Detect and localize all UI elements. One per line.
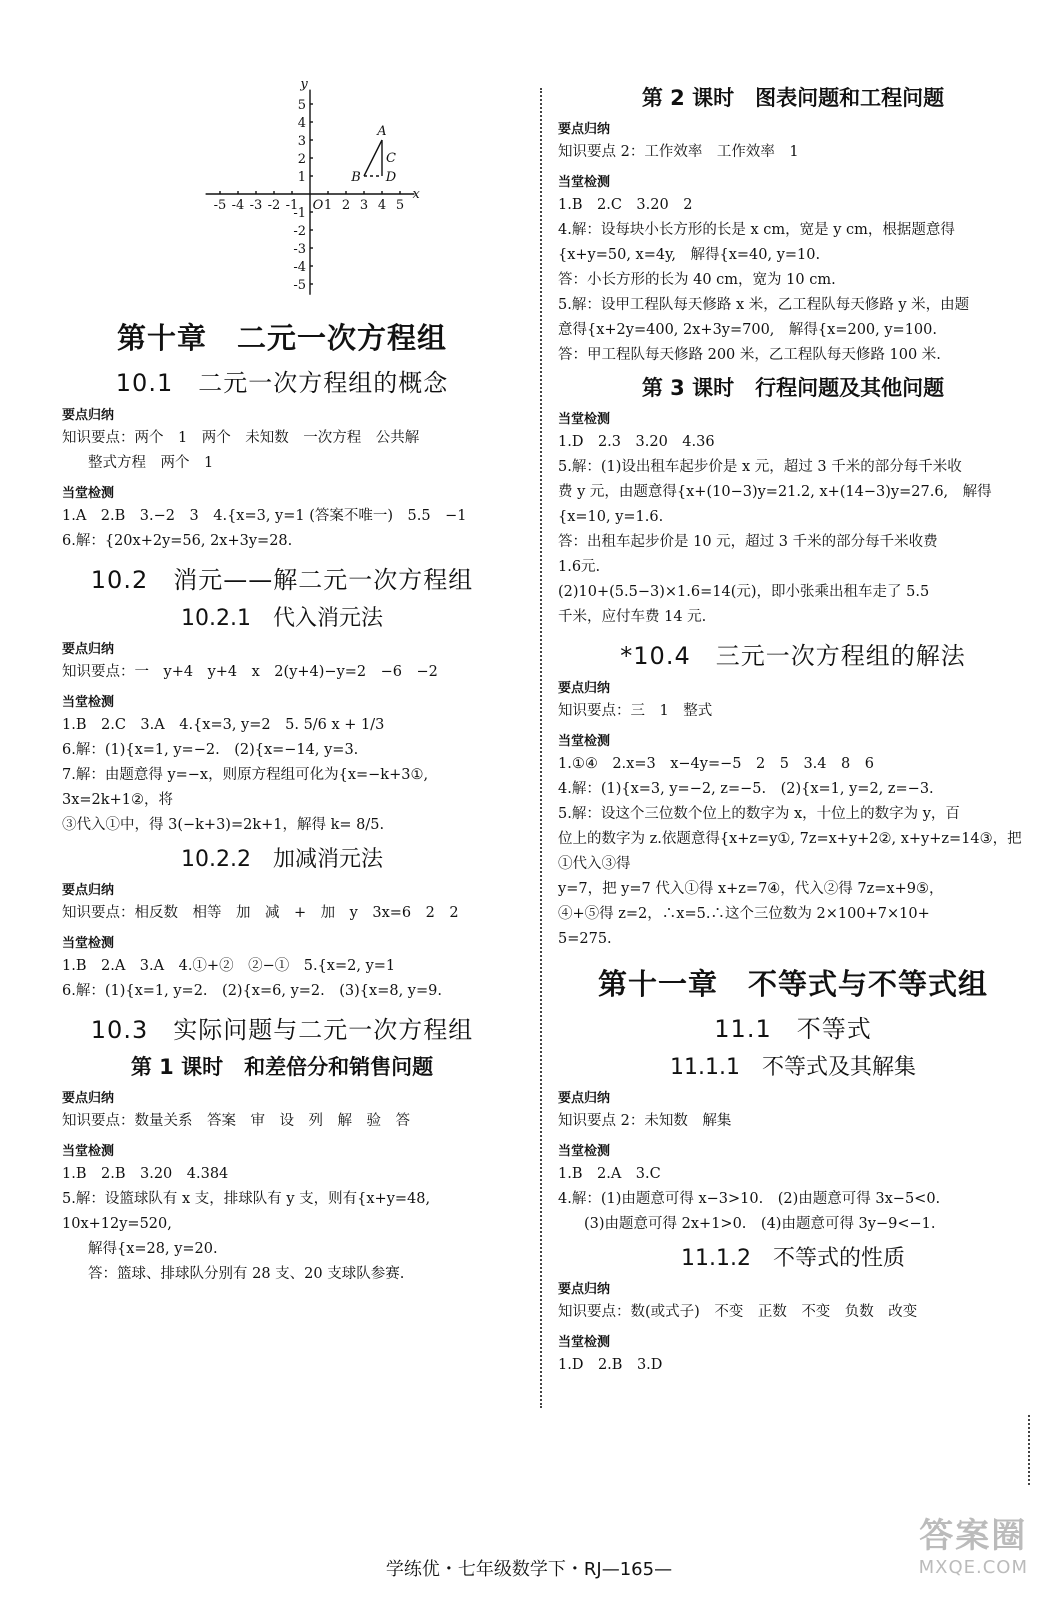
answer-line: y=7，把 y=7 代入①得 x+z=7④，代入②得 7z=x+9⑤， bbox=[558, 881, 944, 897]
x-tick-label: -3 bbox=[249, 198, 263, 213]
coordinate-plane bbox=[190, 76, 420, 304]
answer-line: (3)由题意可得 2x+1>0. (4)由题意可得 3y−9<−1. bbox=[584, 1216, 936, 1232]
y-tick-label: -5 bbox=[293, 278, 306, 293]
answer-line: 5=275. bbox=[558, 931, 612, 947]
lesson-3-title: 第 3 课时 行程问题及其他问题 bbox=[641, 376, 945, 400]
coordinate-graph bbox=[62, 78, 502, 306]
point-d-label: D bbox=[385, 170, 397, 185]
label-check: 当堂检测 bbox=[558, 1335, 611, 1350]
y-tick-label: 3 bbox=[297, 134, 306, 149]
answer-line: 7.解：由题意得 y=−x，则原方程组可化为{x=−k+3①, 3x=2k+1②，将 bbox=[62, 767, 433, 808]
column-divider bbox=[540, 88, 542, 1408]
label-key-points: 要点归纳 bbox=[62, 408, 115, 423]
x-tick-label: -5 bbox=[213, 198, 227, 213]
y-tick-label: -4 bbox=[293, 260, 306, 275]
y-tick-label: 5 bbox=[297, 98, 306, 113]
section-11-1-title: 11.1 不等式 bbox=[714, 1015, 872, 1043]
chapter-10-title: 第十章 二元一次方程组 bbox=[116, 321, 447, 355]
watermark-logo bbox=[919, 1508, 1028, 1578]
answer-line: 知识要点：数量关系 答案 审 设 列 解 验 答 bbox=[62, 1113, 410, 1129]
answer-line: 知识要点：相反数 相等 加 减 + 加 y 3x=6 2 2 bbox=[62, 905, 459, 921]
label-check: 当堂检测 bbox=[558, 412, 611, 427]
answer-line: 答：小长方形的长为 40 cm，宽为 10 cm. bbox=[558, 272, 836, 288]
label-check: 当堂检测 bbox=[62, 936, 115, 951]
label-key-points: 要点归纳 bbox=[558, 122, 611, 137]
answer-line: ④+⑤得 z=2，∴x=5.∴这个三位数为 2×100+7×10+ bbox=[558, 906, 930, 922]
segment-ab bbox=[364, 140, 382, 176]
x-tick-label: 5 bbox=[395, 198, 405, 213]
left-column bbox=[62, 78, 502, 1287]
page-footer: 学练优・七年级数学下・RJ—165— bbox=[385, 1559, 673, 1580]
answer-line: 费 y 元，由题意得{x+(10−3)y=21.2, x+(14−3)y=27.6, 解得{x=10, y=1.6. bbox=[558, 484, 992, 525]
answer-line: 答：篮球、排球队分别有 28 支、20 支球队参赛. bbox=[88, 1266, 405, 1282]
answer-line: 5.解：设这个三位数个位上的数字为 x，十位上的数字为 y，百 bbox=[558, 806, 960, 822]
section-11-1-1-title: 11.1.1 不等式及其解集 bbox=[670, 1055, 916, 1080]
section-10-3-title: 10.3 实际问题与二元一次方程组 bbox=[90, 1016, 474, 1044]
section-11-1-2-title: 11.1.2 不等式的性质 bbox=[681, 1246, 905, 1271]
label-check: 当堂检测 bbox=[558, 734, 611, 749]
y-tick-label: 4 bbox=[297, 116, 306, 131]
label-check: 当堂检测 bbox=[62, 486, 115, 501]
answer-line: 整式方程 两个 1 bbox=[88, 455, 214, 471]
lesson-1-title: 第 1 课时 和差倍分和销售问题 bbox=[130, 1055, 434, 1079]
x-axis-label: x bbox=[412, 187, 420, 202]
x-tick-label: -2 bbox=[267, 198, 281, 213]
y-axis-label: y bbox=[300, 76, 308, 92]
answer-line: 意得{x+2y=400, 2x+3y=700, 解得{x=200, y=100. bbox=[558, 322, 937, 338]
point-b-label: B bbox=[351, 170, 361, 185]
y-tick-label: -3 bbox=[293, 242, 306, 257]
label-check: 当堂检测 bbox=[558, 1144, 611, 1159]
label-check: 当堂检测 bbox=[62, 1144, 115, 1159]
x-tick-label: 4 bbox=[377, 198, 387, 213]
answer-line: 6.解：(1){x=1, y=−2. (2){x=−14, y=3. bbox=[62, 742, 359, 758]
answer-line: 5.解：设篮球队有 x 支，排球队有 y 支，则有{x+y=48, 10x+12y=520, bbox=[62, 1191, 435, 1232]
answer-line: 5.解：设甲工程队每天修路 x 米，乙工程队每天修路 y 米，由题 bbox=[558, 297, 970, 313]
answer-line: 4.解：(1)由题意可得 x−3>10. (2)由题意可得 3x−5<0. bbox=[558, 1191, 941, 1207]
answer-line: 4.解：设每块小长方形的长是 x cm，宽是 y cm，根据题意得 bbox=[558, 222, 955, 238]
answer-line: 知识要点：两个 1 两个 未知数 一次方程 公共解 bbox=[62, 430, 420, 446]
watermark-url: MXQE.COM bbox=[918, 1557, 1028, 1578]
right-column bbox=[558, 78, 1028, 1378]
point-c-label: C bbox=[386, 151, 396, 166]
point-a-label: A bbox=[377, 124, 387, 139]
origin-label: O bbox=[312, 198, 324, 213]
x-tick-label: 1 bbox=[323, 198, 333, 213]
section-10-2-2-title: 10.2.2 加减消元法 bbox=[181, 847, 383, 872]
answer-line: 知识要点：三 1 整式 bbox=[558, 703, 713, 719]
y-tick-label: -2 bbox=[293, 224, 306, 239]
watermark-text: 答案圈 bbox=[919, 1516, 1028, 1556]
answer-line: 6.解：(1){x=1, y=2. (2){x=6, y=2. (3){x=8, y=9. bbox=[62, 983, 442, 999]
answer-line: 5.解：(1)设出租车起步价是 x 元，超过 3 千米的部分每千米收 bbox=[558, 459, 962, 475]
answer-line: 1.6元. bbox=[558, 559, 601, 575]
answer-line: 1.①④ 2.x=3 x−4y=−5 2 5 3.4 8 6 bbox=[558, 756, 874, 772]
answer-line: (2)10+(5.5−3)×1.6=14(元)，即小张乘出租车走了 5.5 bbox=[558, 584, 930, 600]
y-tick-label: -1 bbox=[293, 206, 306, 221]
lesson-2-title: 第 2 课时 图表问题和工程问题 bbox=[641, 86, 945, 110]
answer-line: 1.B 2.C 3.20 2 bbox=[558, 197, 693, 213]
x-tick-label: -4 bbox=[231, 198, 245, 213]
label-key-points: 要点归纳 bbox=[558, 681, 611, 696]
section-10-2-title: 10.2 消元——解二元一次方程组 bbox=[90, 566, 474, 594]
answer-line: 知识要点：一 y+4 y+4 x 2(y+4)−y=2 −6 −2 bbox=[62, 664, 438, 680]
section-10-1-title: 10.1 二元一次方程组的概念 bbox=[115, 369, 449, 397]
answer-line: 位上的数字为 z.依题意得{x+z=y①, 7z=x+y+2②, x+y+z=14③，把①代入③得 bbox=[558, 831, 1022, 872]
answer-line: 千米，应付车费 14 元. bbox=[558, 609, 707, 625]
answer-line: 知识要点：数(或式子) 不变 正数 不变 负数 改变 bbox=[558, 1304, 918, 1320]
answer-line: 1.D 2.3 3.20 4.36 bbox=[558, 434, 715, 450]
label-key-points: 要点归纳 bbox=[62, 642, 115, 657]
answer-line: 知识要点 2：工作效率 工作效率 1 bbox=[558, 144, 799, 160]
answer-line: 1.D 2.B 3.D bbox=[558, 1357, 663, 1373]
answer-line: 答：出租车起步价是 10 元，超过 3 千米的部分每千米收费 bbox=[558, 534, 938, 550]
x-tick-label: 2 bbox=[341, 198, 351, 213]
answer-line: 1.A 2.B 3.−2 3 4.{x=3, y=1 (答案不唯一) 5.5 −1 bbox=[62, 508, 467, 524]
section-10-2-1-title: 10.2.1 代入消元法 bbox=[181, 606, 383, 631]
label-check: 当堂检测 bbox=[558, 175, 611, 190]
label-key-points: 要点归纳 bbox=[62, 1091, 115, 1106]
label-check: 当堂检测 bbox=[62, 695, 115, 710]
label-key-points: 要点归纳 bbox=[558, 1091, 611, 1106]
answer-line: {x+y=50, x=4y, 解得{x=40, y=10. bbox=[558, 247, 821, 263]
answer-line: 1.B 2.A 3.C bbox=[558, 1166, 661, 1182]
x-tick-label: 3 bbox=[359, 198, 369, 213]
answer-line: 知识要点 2：未知数 解集 bbox=[558, 1113, 732, 1129]
label-key-points: 要点归纳 bbox=[62, 883, 115, 898]
y-tick-label: 1 bbox=[297, 170, 306, 185]
edge-dots bbox=[1028, 1415, 1030, 1485]
answer-line: 答：甲工程队每天修路 200 米，乙工程队每天修路 100 米. bbox=[558, 347, 941, 363]
answer-line: 4.解：(1){x=3, y=−2, z=−5. (2){x=1, y=2, z=−3. bbox=[558, 781, 934, 797]
answer-line: ③代入①中，得 3(−k+3)=2k+1，解得 k= 8/5. bbox=[62, 817, 385, 833]
y-tick-label: 2 bbox=[297, 152, 306, 167]
label-key-points: 要点归纳 bbox=[558, 1282, 611, 1297]
answer-line: 1.B 2.C 3.A 4.{x=3, y=2 5. 5/6 x + 1/3 bbox=[62, 717, 385, 733]
section-10-4-title: *10.4 三元一次方程组的解法 bbox=[620, 642, 966, 670]
x-tick-label: -1 bbox=[285, 198, 299, 213]
chapter-11-title: 第十一章 不等式与不等式组 bbox=[597, 967, 988, 1001]
answer-line: 6.解：{20x+2y=56, 2x+3y=28. bbox=[62, 533, 293, 549]
answer-line: 解得{x=28, y=20. bbox=[88, 1241, 218, 1257]
answer-line: 1.B 2.B 3.20 4.384 bbox=[62, 1166, 229, 1182]
answer-line: 1.B 2.A 3.A 4.①+② ②−① 5.{x=2, y=1 bbox=[62, 958, 396, 974]
